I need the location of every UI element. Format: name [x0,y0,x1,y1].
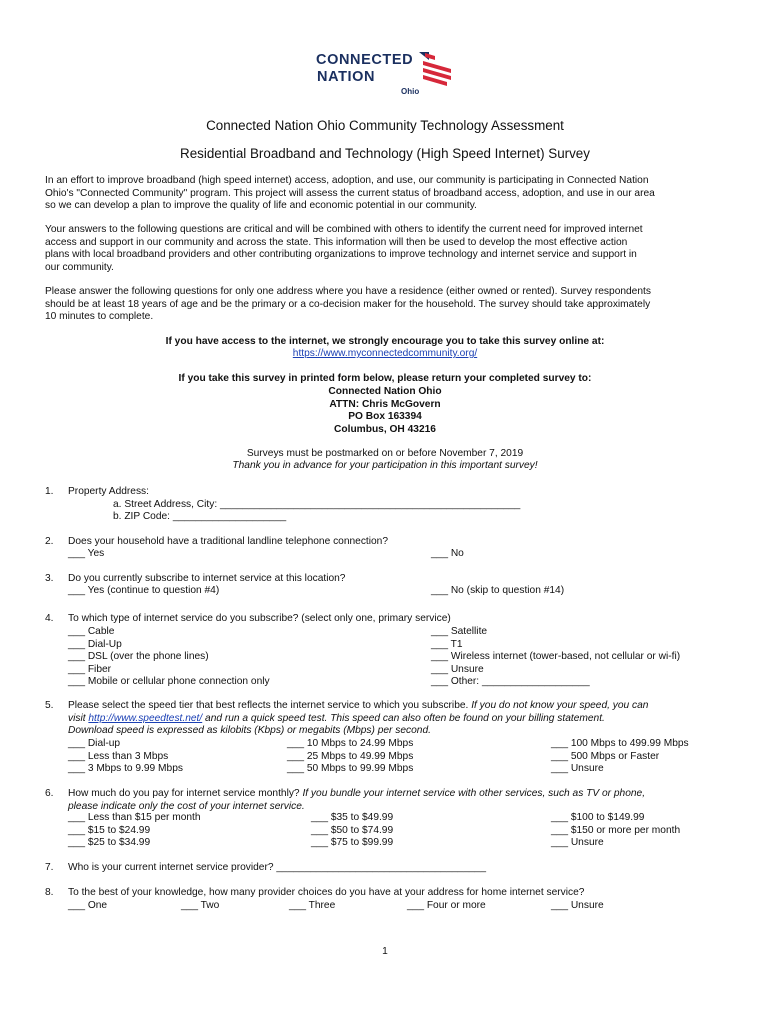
question-number: 7. [45,862,54,873]
q5-note: and run a quick speed test. This speed can also often be found on your billing statement. [202,712,605,724]
intro-paragraph-3 [45,286,725,324]
logo-text-line1: CONNECTED [316,52,414,68]
intro-line: In an effort to improve broadband (high speed internet) access, adoption, and use, our community is participating in Connected Nation [45,175,649,186]
intro-line: plans with local broadband providers and other contributing organizations to improve technology and internet service and support in [45,249,637,261]
mail-address [0,386,770,436]
q6-note: please indicate only the cost of your internet service. [68,800,305,812]
q8-option-two[interactable]: ___ Two [181,900,220,911]
q5-question: Please select the speed tier that best reflects the internet service to which you subscribe. [68,700,472,711]
q4-options-right [431,626,680,689]
q6-option[interactable]: ___ $75 to $99.99 [311,837,394,849]
q5-note: visit [68,712,89,724]
q4-option[interactable]: ___ Cable [68,626,115,637]
question-number: 5. [45,700,54,711]
intro-line: should be at least 18 years of age and be the primary or a co-decision maker for the household. The survey should take approximately [45,298,651,310]
intro-line: 10 minutes to complete. [45,311,154,323]
q2-option-no[interactable]: ___ No [431,548,464,559]
q5-option[interactable]: ___ 500 Mbps or Faster [551,750,660,762]
question-number: 8. [45,887,54,898]
q4-option[interactable]: ___ Unsure [431,663,484,675]
q4-option[interactable]: ___ Dial-Up [68,638,122,650]
thanks-note: Thank you in advance for your participation in this important survey! [232,460,538,471]
intro-paragraph-1 [45,175,725,213]
intro-line: so we can develop a plan to improve the quality of life and economic potential in our community. [45,200,477,212]
q6-note: If you bundle your internet service with other services, such as TV or phone, [302,788,646,799]
q5-note: Download speed is expressed as kilobits (Kbps) or megabits (Mbps) per second. [68,725,431,737]
q1-zip-field[interactable]: b. ZIP Code: ____________________ [113,511,287,522]
q5-option[interactable]: ___ 25 Mbps to 49.99 Mbps [287,750,414,762]
q8-option-unsure[interactable]: ___ Unsure [551,900,604,911]
question-number: 6. [45,788,54,799]
q5-option[interactable]: ___ Less than 3 Mbps [68,750,169,762]
q6-options-col2 [311,812,393,850]
question-number: 1. [45,486,54,497]
mail-prompt: If you take this survey in printed form below, please return your completed survey to: [178,373,592,384]
q6-option[interactable]: ___ $25 to $34.99 [68,837,151,849]
q6-option[interactable]: ___ $100 to $149.99 [551,812,645,823]
q6-option[interactable]: ___ Less than $15 per month [68,812,201,823]
intro-line: access and support in our community and across the state. This information will then be used to develop the most effective action [45,236,628,248]
q5-text [68,700,728,738]
address-line: PO Box 163394 [348,411,422,423]
logo-text-ohio: Ohio [401,87,420,96]
q5-note: If you do not know your speed, you can [471,700,649,711]
q1-text: Property Address: [68,486,149,497]
intro-line: our community. [45,261,114,273]
q5-option[interactable]: ___ 100 Mbps to 499.99 Mbps [551,738,689,749]
q5-options-col2 [287,738,413,776]
q8-option-four-or-more[interactable]: ___ Four or more [407,900,486,911]
q8-text: To the best of your knowledge, how many provider choices do you have at your address for home internet service? [68,887,585,898]
q6-option[interactable]: ___ $150 or more per month [551,824,681,836]
q4-option[interactable]: ___ Wireless internet (tower-based, not cellular or wi-fi) [431,651,681,663]
q7-text-field[interactable]: Who is your current internet service provider? _____________________________________ [68,862,486,873]
q3-option-yes[interactable]: ___ Yes (continue to question #4) [68,585,220,596]
document-title: Connected Nation Ohio Community Technology Assessment [206,118,564,133]
q5-options-col1 [68,738,183,776]
q3-text: Do you currently subscribe to internet service at this location? [68,573,346,584]
survey-online-link[interactable]: https://www.myconnectedcommunity.org/ [292,348,478,359]
q4-option[interactable]: ___ Fiber [68,663,112,675]
intro-line: Please answer the following questions for only one address where you have a residence (either owned or rented). Survey respondents [45,286,651,297]
q5-options-col3 [551,738,689,776]
q4-option[interactable]: ___ Other: ___________________ [431,676,590,688]
flag-stripes-icon [415,52,455,86]
page-number: 1 [382,946,388,957]
q2-option-yes[interactable]: ___ Yes [68,548,105,559]
q4-text: To which type of internet service do you subscribe? (select only one, primary service) [68,613,451,624]
q3-option-no[interactable]: ___ No (skip to question #14) [431,585,565,596]
address-line: Connected Nation Ohio [328,386,442,397]
q4-option[interactable]: ___ Mobile or cellular phone connection only [68,676,270,688]
document-subtitle: Residential Broadband and Technology (High Speed Internet) Survey [180,146,590,161]
q6-text [68,788,728,813]
q5-option[interactable]: ___ 10 Mbps to 24.99 Mbps [287,738,414,749]
question-number: 2. [45,536,54,547]
q6-options-col1 [68,812,201,850]
q6-option[interactable]: ___ $15 to $24.99 [68,824,151,836]
q6-option[interactable]: ___ Unsure [551,837,604,849]
intro-line: Your answers to the following questions are critical and will be combined with others to identify the current need for improved internet [45,224,643,235]
q8-option-one[interactable]: ___ One [68,900,108,911]
q5-option[interactable]: ___ Unsure [551,763,604,775]
q4-option[interactable]: ___ DSL (over the phone lines) [68,651,209,663]
q4-option[interactable]: ___ T1 [431,638,463,650]
q6-question: How much do you pay for internet service monthly? [68,788,303,799]
online-prompt: If you have access to the internet, we strongly encourage you to take this survey online at: [165,336,605,347]
address-line: Columbus, OH 43216 [334,423,436,435]
q2-text: Does your household have a traditional landline telephone connection? [68,536,389,547]
speedtest-link[interactable]: http://www.speedtest.net/ [88,712,203,724]
intro-line: Ohio's "Connected Community" program. This project will assess the current status of broadband access, adoption, and use in our area [45,187,655,199]
q4-option[interactable]: ___ Satellite [431,626,488,637]
q6-options-col3 [551,812,680,850]
q6-option[interactable]: ___ $35 to $49.99 [311,812,394,823]
q1-street-field[interactable]: a. Street Address, City: _____________________________________________________ [113,499,521,510]
intro-paragraph-2 [45,224,725,274]
q8-option-three[interactable]: ___ Three [289,900,336,911]
logo-text-line2: NATION [317,69,376,85]
address-line: ATTN: Chris McGovern [329,398,441,410]
deadline-note: Surveys must be postmarked on or before November 7, 2019 [246,448,524,459]
question-number: 3. [45,573,54,584]
q5-option[interactable]: ___ 3 Mbps to 9.99 Mbps [68,763,183,775]
connected-nation-logo [316,52,456,96]
question-number: 4. [45,613,54,624]
q5-option[interactable]: ___ 50 Mbps to 99.99 Mbps [287,763,414,775]
q6-option[interactable]: ___ $50 to $74.99 [311,824,394,836]
q5-option[interactable]: ___ Dial-up [68,738,121,749]
q4-options-left [68,626,270,689]
